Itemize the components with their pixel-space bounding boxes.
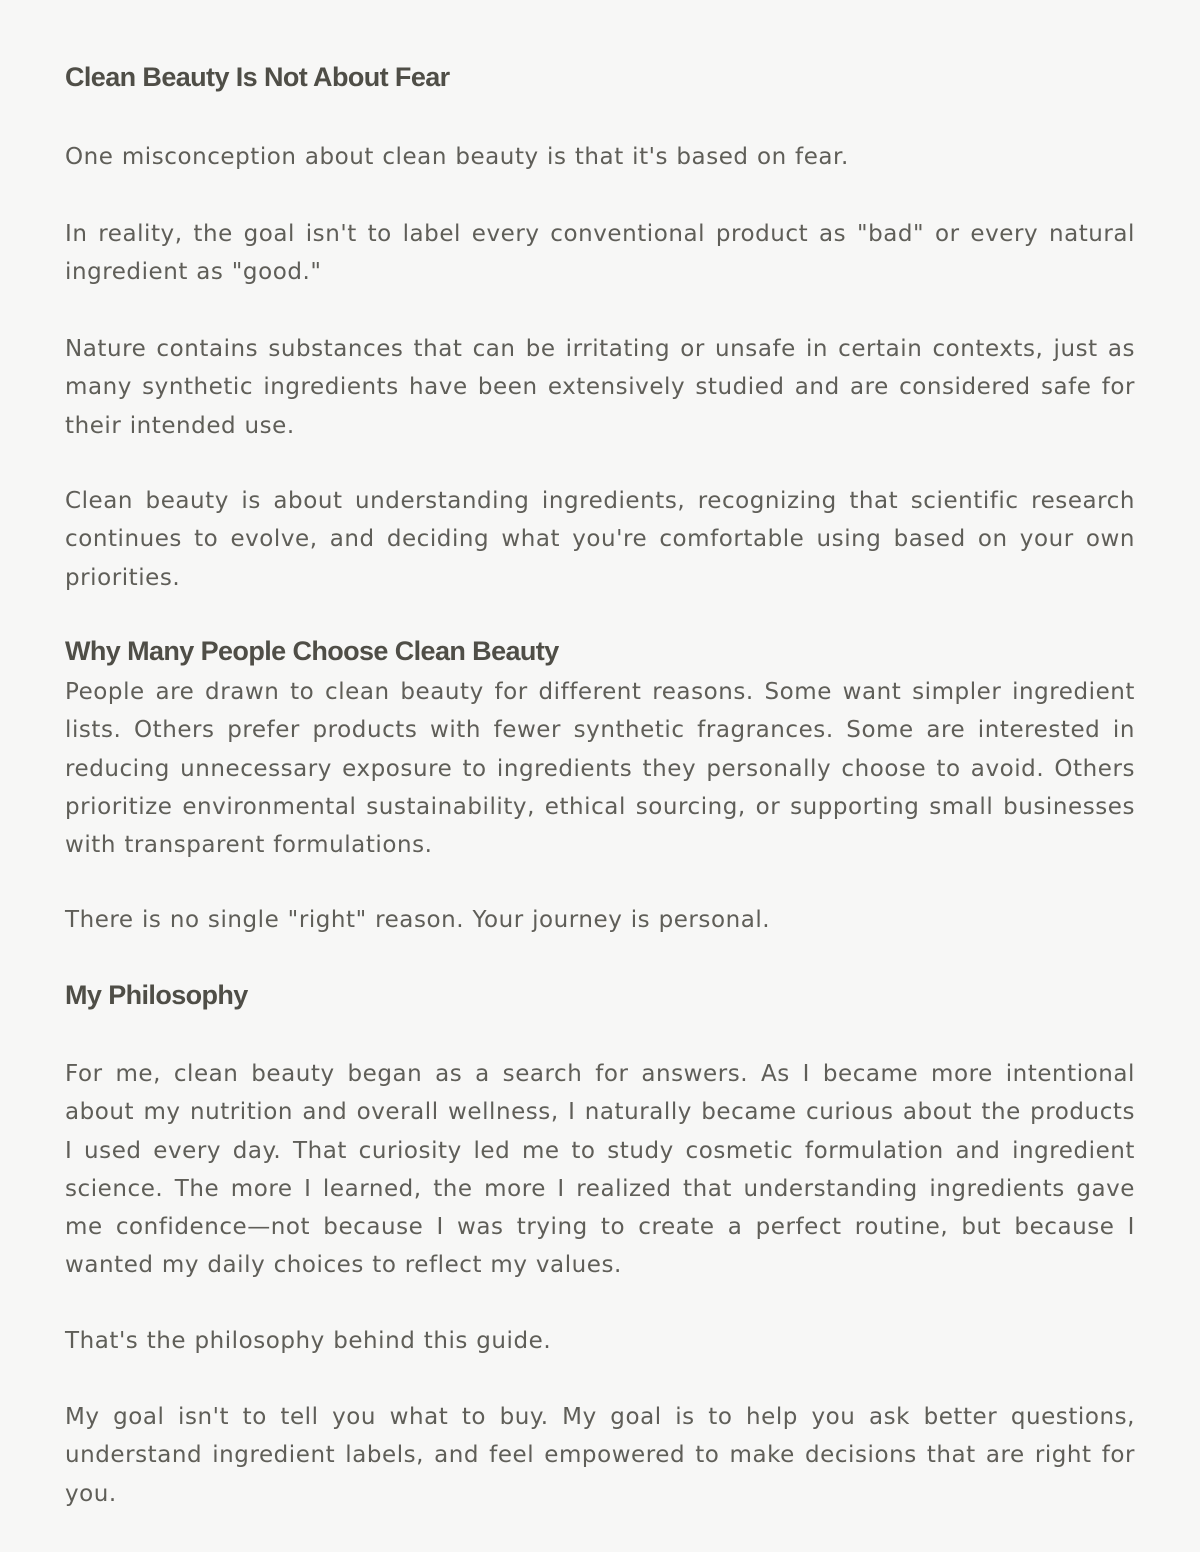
paragraph: Clean beauty is about understanding ingredients, recognizing that scientific research continues to evolve, and deciding what you're comfortable using based on your own priorities. (65, 488, 1135, 591)
section-heading-why-choose-clean-beauty: Why Many People Choose Clean Beauty (65, 636, 559, 666)
paragraph: That's the philosophy behind this guide. (65, 1328, 552, 1354)
paragraph: Nature contains substances that can be irritating or unsafe in certain contexts, just as many synthetic ingredients have been extensively studied and are considered safe for their intended use. (65, 336, 1135, 439)
paragraph: For me, clean beauty began as a search for answers. As I became more intentional about my nutrition and overall wellness, I naturally became curious about the products I used every day. That curiosity led me to study cosmetic formulation and ingredient science. The more I learned, the more I realized that understanding ingredients gave me confidence—not because I was trying to create a perfect routine, but because I wanted my daily choices to reflect my values. (65, 1061, 1135, 1279)
section-heading-my-philosophy: My Philosophy (65, 980, 248, 1010)
paragraph: In reality, the goal isn't to label every conventional product as "bad" or every natural ingredient as "good." (65, 221, 1135, 286)
section-heading-clean-beauty-not-fear: Clean Beauty Is Not About Fear (65, 62, 450, 92)
paragraph: My goal isn't to tell you what to buy. My goal is to help you ask better questions, understand ingredient labels, and feel empowered to make decisions that are right for you. (65, 1404, 1135, 1507)
paragraph: There is no single "right" reason. Your journey is personal. (65, 907, 771, 933)
paragraph: People are drawn to clean beauty for different reasons. Some want simpler ingredient lists. Others prefer products with fewer synthetic fragrances. Some are interested in reducing unnecessary exposure to ingredients they personally choose to avoid. Others prioritize environmental sustainability, ethical sourcing, or supporting small businesses with transparent formulations. (65, 679, 1135, 859)
paragraph: One misconception about clean beauty is that it's based on fear. (65, 144, 849, 170)
